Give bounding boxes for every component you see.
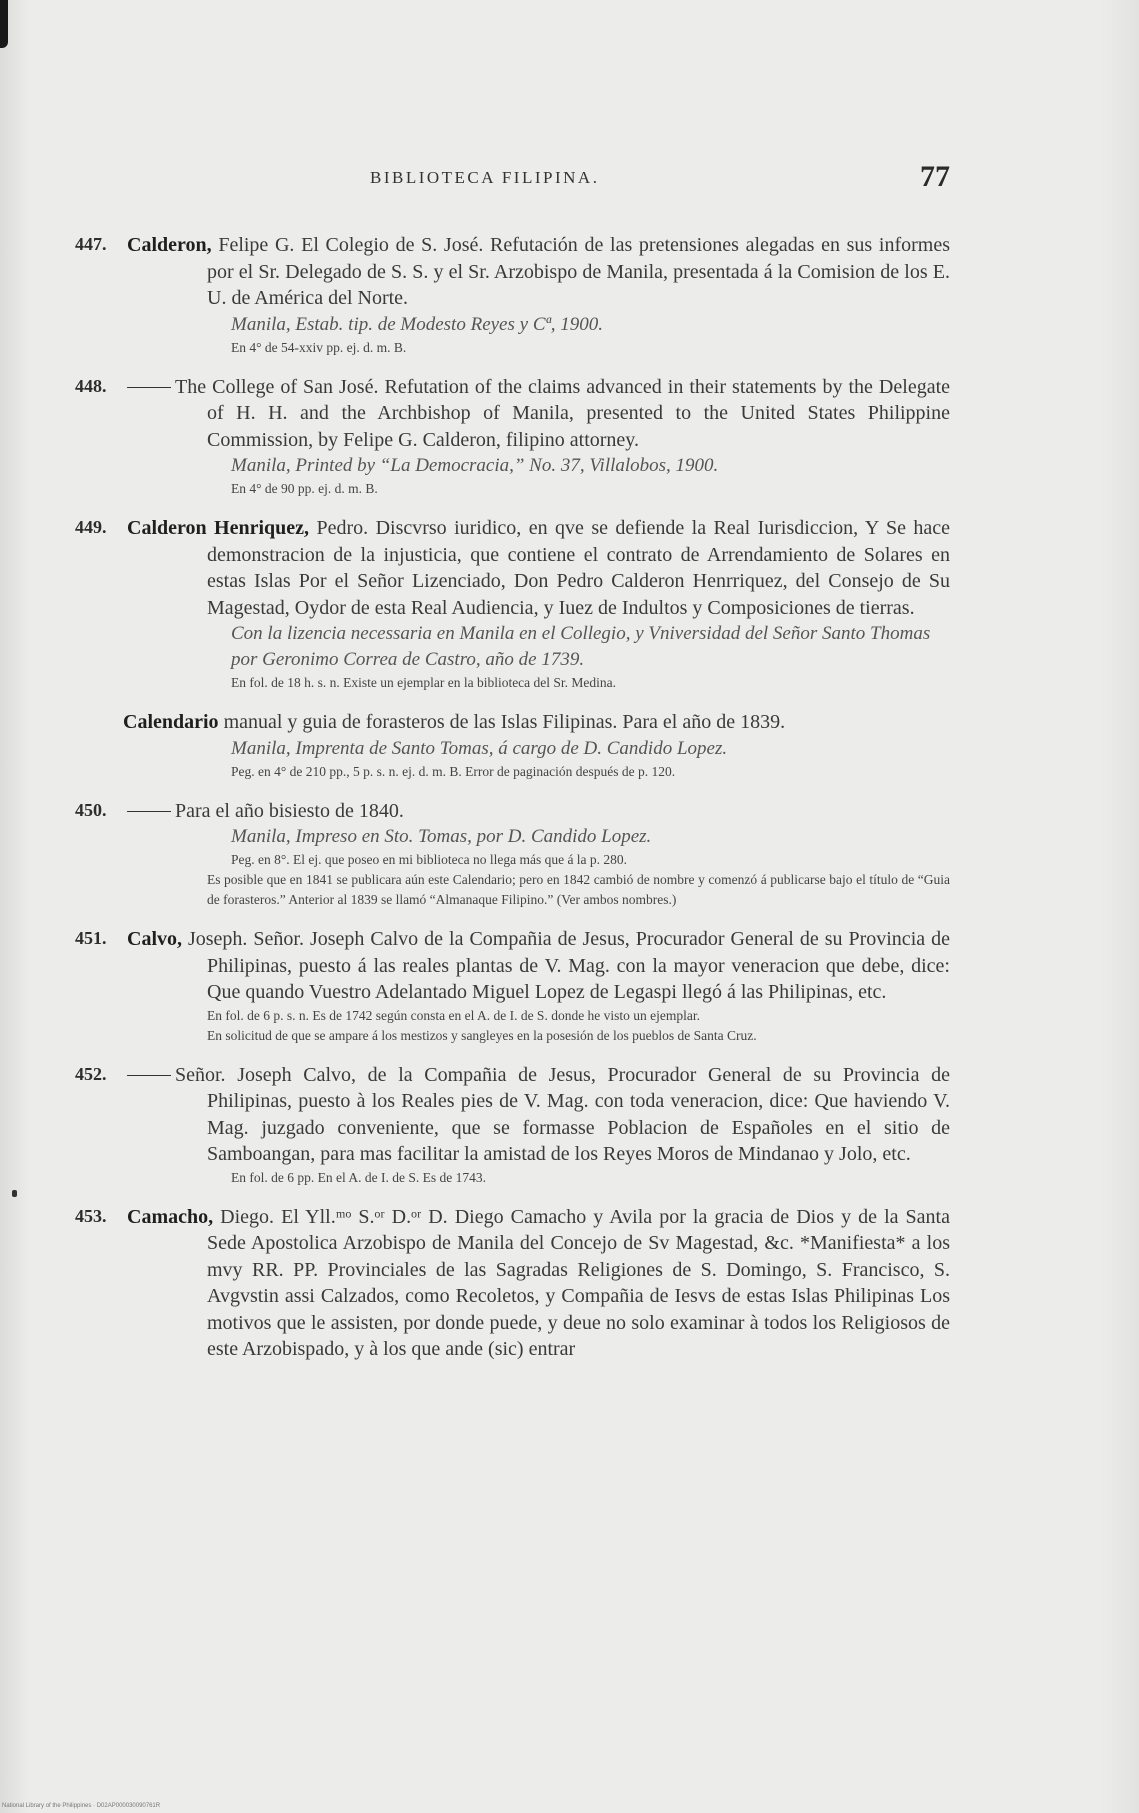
entry-text [127,232,950,312]
ditto-dash [127,1075,171,1076]
entry-448 [75,374,950,500]
entry-description: The College of San José. Refutation of the claims advanced in their statements by the Delegate of H. H. and the Archbishop of Manila, presented to the United States Philippine Commission, by Felipe G. Calderon, filipino attorney. [175,375,950,451]
entry-text [127,926,950,1006]
entry-description: Para el año bisiesto de 1840. [175,799,404,822]
running-title: BIBLIOTECA FILIPINA. [370,168,600,187]
entry-note: En fol. de 6 p. s. n. Es de 1742 según consta en el A. de I. de S. donde he visto un ejemplar. [207,1007,701,1023]
entry-author: Calendario [123,711,219,733]
entry-description: Joseph. Señor. Joseph Calvo de la Compañia de Jesus, Procurador General de su Provincia de Philipinas, puesto á las reales plantas de V. Mag. con la mayor veneracion que debe, dice: Que quando Vuestro Adelantado Miguel Lopez de Legaspi llegó á las Philipinas, etc. [182,928,950,1003]
bibliography-entries [75,232,950,1379]
entry-description: Pedro. Discvrso iuridico, en qve se defiende la Real Iurisdiccion, Y Se hace demonstracion de la injusticia, que contiene el contrato de Arrendamiento de Solares en estas Islas Por el Señor Lizenciado, Don Pedro Calderon Henrriquez, del Consejo de Su Magestad, Oydor de esta Real Audiencia, y Iuez de Indultos y Composiciones de tierras. [207,517,950,619]
entry-number: 448. [75,375,107,396]
entry-description: Señor. Joseph Calvo, de la Compañia de Jesus, Procurador General de su Provincia de Philipinas, puesto à los Reales pies de V. Mag. con toda veneracion, dice: Que haviendo V. Mag. juzgado conveniente, que se formasse Poblacion de Españoles en el sitio de Samboangan, para mas facilitar la amistad de los Reyes Moros de Mindanao y Jolo, etc. [175,1063,950,1165]
entry-author: Calvo, [127,928,182,950]
entry-imprint: Con la lizencia necessaria en Manila en el Collegio, y Vniversidad del Señor Santo Thomas por Geronimo Correa de Castro, año de 1739. [231,623,931,670]
entry-imprint: Manila, Printed by “La Democracia,” No. 37, Villalobos, 1900. [231,455,719,476]
ditto-dash [127,811,171,812]
entry-450 [75,798,950,911]
entry-451 [75,926,950,1046]
entry-calendario [75,709,950,782]
entry-text [127,1204,950,1363]
entry-imprint: Manila, Imprenta de Santo Tomas, á cargo de D. Candido Lopez. [231,737,728,759]
scan-edge-mark [0,0,8,48]
entry-453 [75,1204,950,1363]
entry-text [127,374,950,454]
entry-note: En fol. de 18 h. s. n. Existe un ejemplar en la biblioteca del Sr. Medina. [231,675,617,690]
entry-author: Camacho, [127,1205,214,1228]
entry-imprint: Manila, Impreso en Sto. Tomas, por D. Candido Lopez. [231,826,652,847]
scan-margin-dot [12,1190,17,1197]
entry-note: Peg. en 4° de 210 pp., 5 p. s. n. ej. d. m. B. Error de paginación después de p. 120. [231,763,676,779]
entry-description: Diego. El Yll.ᵐᵒ S.ᵒʳ D.ᵒʳ D. Diego Camacho y Avila por la gracia de Dios y de la Santa Sede Apostolica Arzobispo de Manila del Concejo de Sv Magestad, &c. *Manifiesta* a los mvy RR. PP. Provinciales de las Sagradas Religiones de S. Domingo, S. Francisco, S. Avgvstin assi Calzados, como Recoletos, y Compañia de Iesvs de estas Islas Philipinas Los motivos que le assisten, por donde puede, y deue no solo examinar à todos los Religiosos de este Arzobispado, y à los que ande (sic) entrar [207,1205,950,1360]
entry-note: En fol. de 6 pp. En el A. de I. de S. Es de 1743. [231,1169,486,1185]
entry-452 [75,1062,950,1188]
entry-description: Felipe G. El Colegio de S. José. Refutación de las pretensiones alegadas en sus informes por el Sr. Delegado de S. S. y el Sr. Arzobispo de Manila, presentada á la Comision de los E. U. de América del Norte. [207,234,950,309]
page-number: 77 [920,160,950,193]
entry-note: En solicitud de que se ampare á los mestizos y sangleyes en la posesión de los pueblos de Santa Cruz. [207,1027,757,1043]
entry-author: Calderon Henriquez, [127,517,310,539]
scan-footer-stamp: National Library of the Philippines · D02AP000030090761R [2,1803,161,1809]
entry-note: Peg. en 8°. El ej. que poseo en mi biblioteca no llega más que á la p. 280. [231,852,628,867]
entry-number: 449. [75,517,107,537]
entry-number: 447. [75,234,107,254]
entry-text [127,515,950,621]
entry-number: 451. [75,928,107,948]
entry-description: manual y guia de forasteros de las Islas Filipinas. Para el año de 1839. [218,711,786,733]
entry-note: En 4° de 90 pp. ej. d. m. B. [231,481,378,496]
entry-447 [75,232,950,358]
entry-imprint: Manila, Estab. tip. de Modesto Reyes y Cª, 1900. [231,313,603,335]
entry-449 [75,515,950,693]
entry-author: Calderon, [127,234,212,256]
entry-text [123,709,950,736]
entry-number: 452. [75,1063,107,1084]
page-header [370,160,950,200]
entry-note: En 4° de 54-xxiv pp. ej. d. m. B. [231,339,407,355]
entry-number: 453. [75,1205,107,1226]
ditto-dash [127,387,171,388]
entry-number: 450. [75,799,107,820]
entry-text [127,798,950,825]
entry-text [127,1062,950,1168]
entry-note: Es posible que en 1841 se publicara aún este Calendario; pero en 1842 cambió de nombre y comenzó á publicarse bajo el título de “Guia de forasteros.” Anterior al 1839 se llamó “Almanaque Filipino.” (Ver ambos nombres.) [207,872,950,907]
